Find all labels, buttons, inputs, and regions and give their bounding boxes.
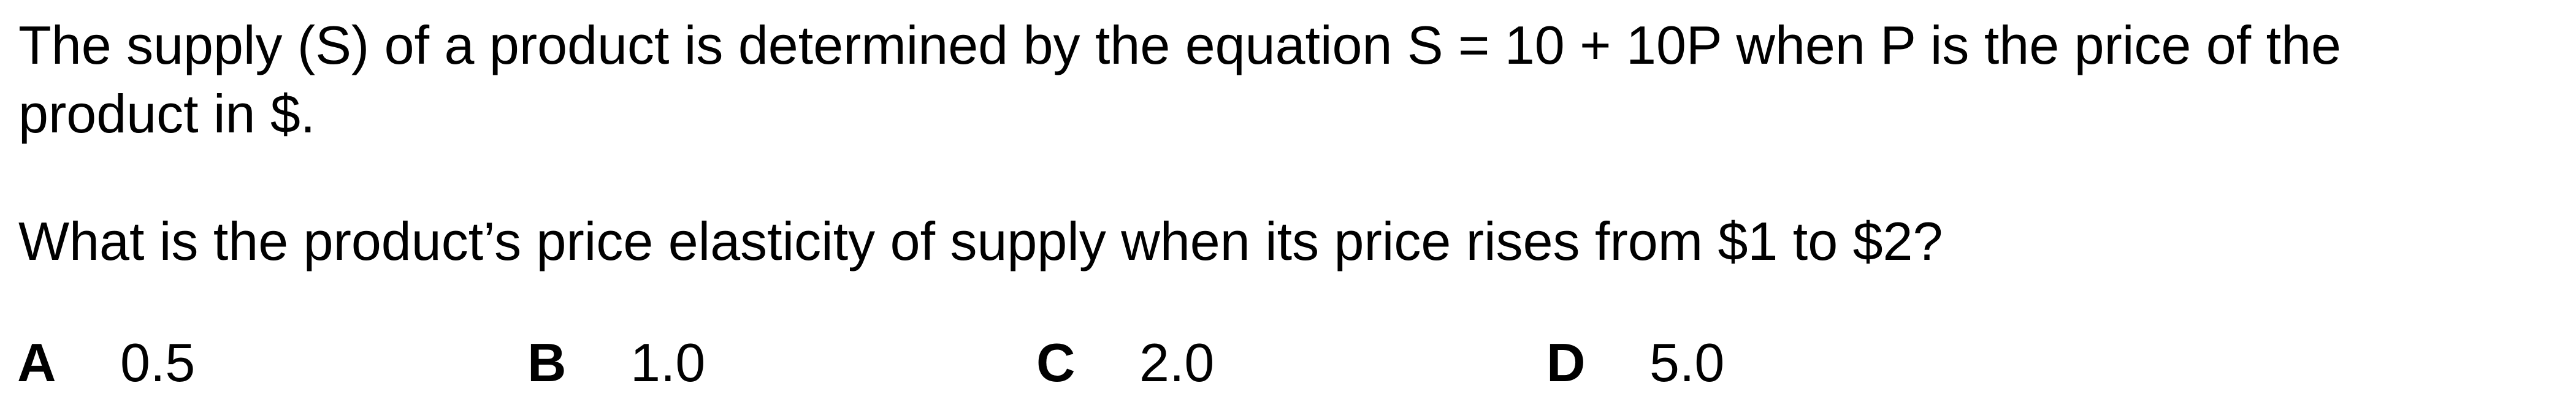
option-letter: D bbox=[1546, 332, 1586, 393]
option-value: 0.5 bbox=[120, 332, 196, 393]
option-letter: C bbox=[1036, 332, 1076, 393]
option-value: 5.0 bbox=[1649, 332, 1725, 393]
answer-options bbox=[0, 326, 2576, 400]
question-prompt: What is the product’s price elasticity of supply when its price rises from $1 to $2? bbox=[18, 211, 1943, 271]
option-value: 1.0 bbox=[630, 332, 706, 393]
option-letter: B bbox=[527, 332, 567, 393]
option-letter: A bbox=[17, 332, 56, 393]
question-stem: The supply (S) of a product is determined by the equation S = 10 + 10P when P is the price of the product in $. bbox=[18, 15, 2341, 144]
option-value: 2.0 bbox=[1139, 332, 1215, 393]
